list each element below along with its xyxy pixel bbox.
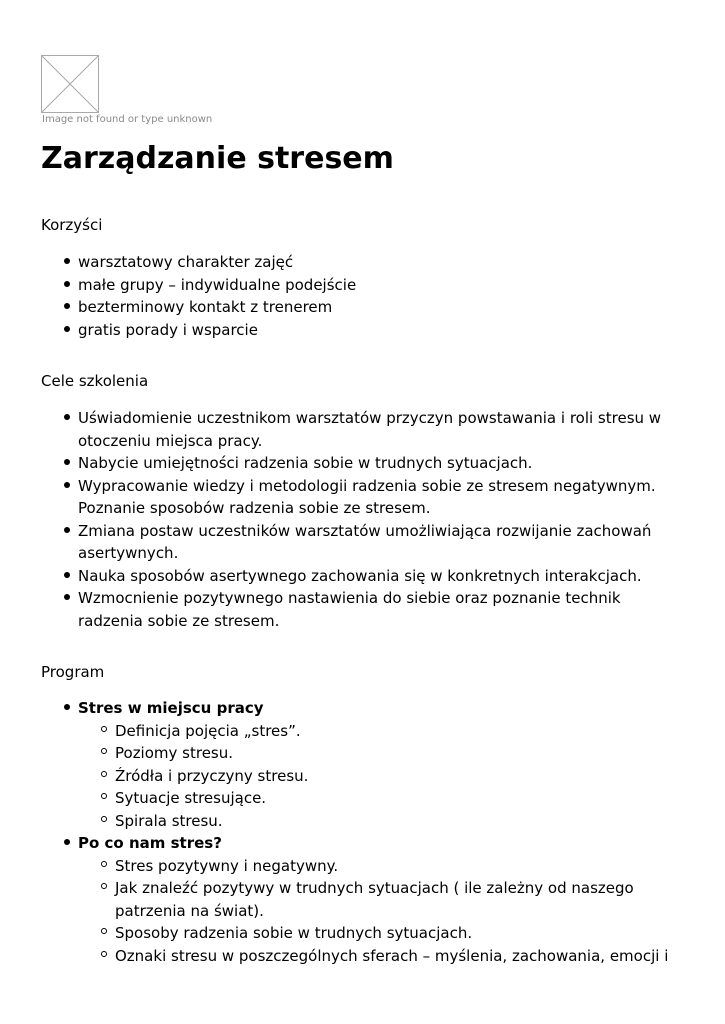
list-item: małe grupy – indywidualne podejście — [63, 274, 678, 297]
list-item: Nauka sposobów asertywnego zachowania się w konkretnych interakcjach. — [63, 565, 678, 588]
list-item: Wypracowanie wiedzy i metodologii radzenia sobie ze stresem negatywnym. Poznanie sposobów radzenia sobie ze stresem. — [63, 475, 678, 520]
program-module — [63, 697, 678, 832]
module-topics-list — [78, 855, 678, 968]
program-list — [63, 697, 678, 967]
list-item: Jak znaleźć pozytywy w trudnych sytuacjach ( ile zależny od naszego patrzenia na świat). — [78, 877, 678, 922]
benefits-list — [63, 251, 678, 341]
list-item: Uświadomienie uczestnikom warsztatów przyczyn powstawania i roli stresu w otoczeniu miejsca pracy. — [63, 407, 678, 452]
section-heading-benefits: Korzyści — [41, 216, 103, 234]
list-item: Oznaki stresu w poszczególnych sferach – myślenia, zachowania, emocji i — [78, 945, 678, 968]
list-item: Spirala stresu. — [78, 810, 678, 833]
module-title: Stres w miejscu pracy — [78, 699, 264, 717]
section-heading-program: Program — [41, 663, 105, 681]
image-alt-text: Image not found or type unknown — [42, 114, 213, 125]
list-item: warsztatowy charakter zajęć — [63, 251, 678, 274]
list-item: Definicja pojęcia „stres”. — [78, 720, 678, 743]
list-item: Nabycie umiejętności radzenia sobie w trudnych sytuacjach. — [63, 452, 678, 475]
list-item: Sytuacje stresujące. — [78, 787, 678, 810]
list-item: bezterminowy kontakt z trenerem — [63, 296, 678, 319]
list-item: Źródła i przyczyny stresu. — [78, 765, 678, 788]
program-module — [63, 832, 678, 967]
list-item: Wzmocnienie pozytywnego nastawienia do siebie oraz poznanie technik radzenia sobie ze stresem. — [63, 587, 678, 632]
list-item: Sposoby radzenia sobie w trudnych sytuacjach. — [78, 922, 678, 945]
list-item: Poziomy stresu. — [78, 742, 678, 765]
broken-image-icon — [42, 56, 98, 112]
list-item: Zmiana postaw uczestników warsztatów umożliwiająca rozwijanie zachowań asertywnych. — [63, 520, 678, 565]
section-heading-goals: Cele szkolenia — [41, 372, 149, 390]
list-item: gratis porady i wsparcie — [63, 319, 678, 342]
broken-image-placeholder — [41, 55, 213, 125]
page-title: Zarządzanie stresem — [41, 141, 394, 176]
goals-list — [63, 407, 678, 632]
list-item: Stres pozytywny i negatywny. — [78, 855, 678, 878]
module-title: Po co nam stres? — [78, 834, 222, 852]
module-topics-list — [78, 720, 678, 833]
